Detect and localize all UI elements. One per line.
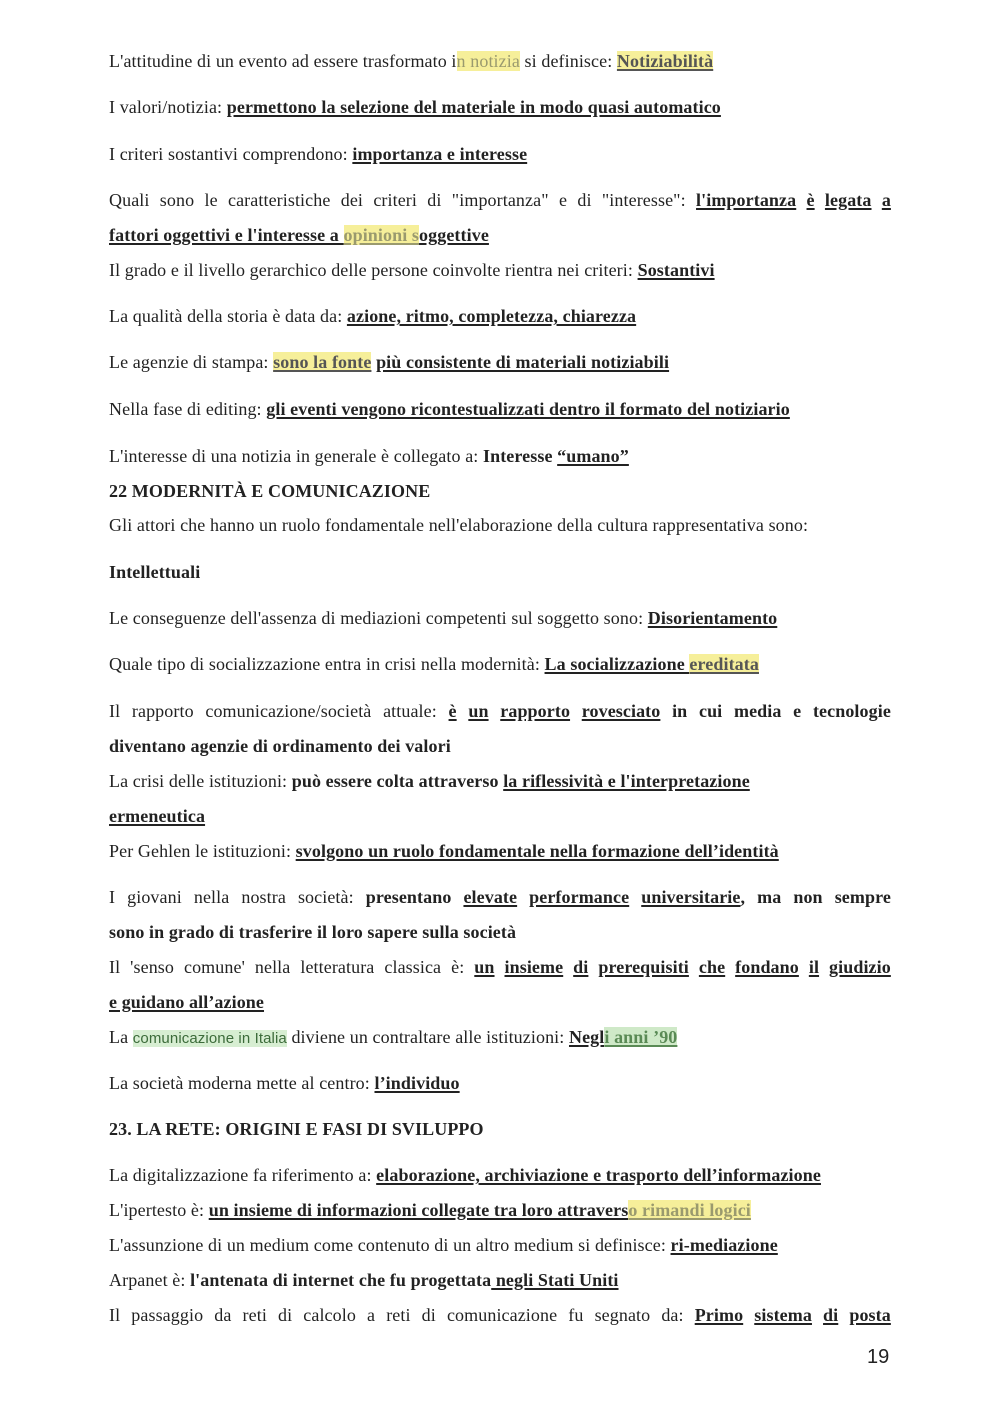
text-run: criteri [373,190,417,210]
text-line [109,143,891,165]
text-run: 22 MODERNITÀ E COMUNICAZIONE [109,481,431,501]
text-run: “umano” [557,446,629,466]
text-run: media [733,701,782,721]
word [595,1304,651,1326]
text-run: ermeneutica [109,806,206,826]
word [366,886,452,908]
word [383,700,437,722]
word [672,700,687,722]
word [447,1304,557,1326]
text-run: di [427,190,442,210]
word [109,886,115,908]
text-run: da: [661,1305,684,1325]
word [386,1304,410,1326]
text-run: Le conseguenze dell'assenza di mediazioni competenti sul soggetto sono: [109,608,648,628]
text-run: posta [849,1305,891,1325]
word [825,189,872,211]
word [241,886,286,908]
text-line [109,735,891,757]
word [205,189,218,211]
word [529,886,629,908]
word [422,1304,436,1326]
text-run: a [881,190,891,210]
word [127,886,182,908]
text-run: di [823,1305,839,1325]
text-run: L'ipertesto è: [109,1200,209,1220]
text-run: più consistente di materiali notiziabili [376,352,670,372]
text-run: che [698,957,726,977]
word [298,886,354,908]
word [303,1304,356,1326]
word [500,700,570,722]
word [835,886,891,908]
word [505,956,564,978]
text-run: fu [568,1305,584,1325]
text-run: "importanza" [451,190,549,210]
text-run: sempre [834,887,891,907]
word [735,956,799,978]
text-run: non [793,887,823,907]
text-run: L'attitudine di un evento ad essere trasformato i [109,51,457,71]
text-run: di [577,190,592,210]
text-line [109,259,891,281]
text-line [109,189,891,211]
word [463,886,517,908]
text-run: Nella fase di editing: [109,399,267,419]
text-run: Il grado e il livello gerarchico delle persone coinvolte rientra nei criteri: [109,260,638,280]
word [793,700,801,722]
text-run: fattori oggettivi e l'interesse a [109,225,344,245]
text-run: rovesciato [581,701,661,721]
text-run: I criteri sostantivi comprendono: [109,144,353,164]
text-run: legata [824,190,872,210]
text-run: letteratura [300,957,375,977]
text-run: n notizia [456,51,520,71]
word [695,1304,743,1326]
text-run: Sostantivi [637,260,715,280]
text-run: è [806,190,815,210]
word [559,189,567,211]
text-run: Quali [109,190,150,210]
text-run: La socializzazione [544,654,690,674]
text-run: in [672,701,688,721]
word [849,1304,891,1326]
word [243,1304,267,1326]
text-run: Il [109,1305,121,1325]
text-run: di [573,957,589,977]
text-run: La digitalizzazione fa riferimento a: [109,1165,377,1185]
text-run: reti [242,1305,267,1325]
text-run: il [808,957,820,977]
text-run: Disorientamento [647,608,778,628]
word [823,1304,838,1326]
text-line [109,480,891,502]
word [468,700,488,722]
word [829,956,891,978]
text-line [109,224,891,246]
text-run: i anni ’90 [604,1027,678,1047]
text-line [109,305,891,327]
text-run: "interesse": [601,190,686,210]
word [367,1304,375,1326]
text-run: dei [340,190,364,210]
text-run: tecnologie [812,701,891,721]
text-run: Arpanet è: [109,1270,191,1290]
text-run: calcolo [303,1305,356,1325]
text-run: è: [451,957,465,977]
word [228,189,330,211]
text-run: nella [254,957,291,977]
text-run: gli eventi vengono ricontestualizzati dentro il formato del notiziario [266,399,790,419]
word [602,189,686,211]
text-run: L'assunzione di un medium come contenuto di un altro medium si definisce: [109,1235,671,1255]
text-line [109,991,891,1013]
text-run: di [278,1305,293,1325]
text-run: importanza e interesse [352,144,528,164]
text-run: si definisce: [519,51,617,71]
text-run: azione, ritmo, completezza, chiarezza [346,306,637,326]
word [452,189,549,211]
text-run: l'antenata di internet che fu progettata [190,1270,492,1290]
text-line [109,956,891,978]
text-run: I valori/notizia: [109,97,227,117]
text-line [109,1072,891,1094]
text-run: I [109,887,116,907]
text-run: Il [109,957,121,977]
text-run: nella [193,887,230,907]
text-line [109,1164,891,1186]
text-run: comune' [183,957,245,977]
text-run: Per Gehlen le istituzioni: [109,841,296,861]
word [300,956,374,978]
text-line [109,1304,891,1326]
word [160,189,194,211]
text-run: Primo [694,1305,744,1325]
text-line [109,1026,891,1050]
text-run: la riflessività e l'interpretazione [503,771,750,791]
word [598,956,689,978]
word [474,956,494,978]
word [793,886,822,908]
text-run: rapporto [131,701,194,721]
text-run: società: [297,887,354,907]
word [582,700,661,722]
word [131,1304,203,1326]
word [573,956,588,978]
text-line [109,561,891,583]
word [813,700,891,722]
text-run: La [109,1027,133,1047]
word [568,1304,583,1326]
word [130,956,174,978]
text-run: , [740,887,746,907]
text-line [109,1118,891,1140]
text-run: da [214,1305,232,1325]
text-run: rapporto [500,701,571,721]
text-line [109,607,891,629]
text-line [109,96,891,118]
text-run: fondano [735,957,799,977]
word [278,1304,292,1326]
word [373,189,417,211]
word [205,700,371,722]
text-run: l'importanza [696,190,797,210]
text-line [109,840,891,862]
text-run: diviene un contraltare alle istituzioni: [286,1027,569,1047]
text-line [109,805,891,827]
word [109,1304,120,1326]
word [194,886,229,908]
text-run: nostra [241,887,286,907]
text-run: 'senso [130,957,175,977]
text-run: L'interesse di una notizia in generale è collegato a: [109,446,483,466]
text-run: La qualità della storia è data da: [109,306,347,326]
text-run: opinioni s [343,225,420,245]
text-run: giudizio [829,957,891,977]
word [699,700,722,722]
word [255,956,290,978]
text-run: oggettive [419,225,489,245]
text-line [109,886,891,908]
text-run: negli Stati Uniti [491,1270,619,1290]
page-number: 19 [867,1346,890,1368]
text-run: un [468,701,489,721]
text-run: universitarie [641,887,741,907]
text-run: permettono la selezione del materiale in modo quasi automatico [226,97,721,117]
text-run: ri-mediazione [670,1235,778,1255]
text-run: segnato [594,1305,651,1325]
text-run: giovani [127,887,182,907]
text-run: elaborazione, archiviazione e trasporto dell’informazione [376,1165,821,1185]
word [757,886,781,908]
text-run: reti [386,1305,411,1325]
text-line [109,514,891,536]
text-run: un insieme di informazioni collegate tra loro attravers [208,1200,629,1220]
text-line [109,921,891,943]
text-run: sono [159,190,195,210]
text-run: La società moderna mette al centro: [109,1073,375,1093]
text-run: attuale: [383,701,437,721]
text-run: Le agenzie di stampa: [109,352,274,372]
text-line [109,653,891,675]
text-run: presentano [365,887,452,907]
text-run: e [558,190,568,210]
text-run: passaggio [131,1305,204,1325]
word [214,1304,231,1326]
text-line [109,351,891,373]
word [807,189,815,211]
text-run: l’individuo [374,1073,460,1093]
text-line [109,1234,891,1256]
word [754,1304,812,1326]
text-run: è [448,701,457,721]
word [109,189,150,211]
word [661,1304,683,1326]
text-run: o rimandi logici [628,1200,751,1220]
text-run: sono in grado di trasferire il loro sapere sulla società [109,922,517,942]
text-run: comunicazione [446,1305,558,1325]
text-run: Negl [568,1027,605,1047]
text-line [109,700,891,722]
word [109,700,120,722]
word [449,700,457,722]
text-run: Il [109,701,121,721]
text-run: Quale tipo di socializzazione entra in crisi nella modernità: [109,654,545,674]
text-line [109,398,891,420]
text-run: performance [529,887,630,907]
text-run: le [204,190,218,210]
text-run: comunicazione/società [205,701,372,721]
text-run: diventano agenzie di ordinamento dei valori [109,736,451,756]
text-run: sistema [754,1305,812,1325]
word [184,956,245,978]
word [132,700,194,722]
text-run: 23. LA RETE: ORIGINI E FASI DI SVILUPPO [109,1119,484,1139]
word [696,189,796,211]
text-run: di [421,1305,436,1325]
word [451,956,464,978]
text-run: Notiziabilità [616,51,714,71]
text-run: Intellettuali [109,562,201,582]
text-line [109,50,891,72]
text-run: può essere colta attraverso [291,771,504,791]
text-run: Interesse [483,446,558,466]
text-line [109,1269,891,1291]
text-run: e guidano all’azione [109,992,265,1012]
text-run: sono la fonte [273,352,372,372]
word [384,956,441,978]
word [341,189,363,211]
text-line [109,770,891,792]
text-run: cui [698,701,723,721]
text-run: classica [384,957,442,977]
text-line [109,1199,891,1221]
text-run: svolgono un ruolo fondamentale nella formazione dell’identità [295,841,779,861]
text-run: La crisi delle istituzioni: [109,771,292,791]
word [734,700,782,722]
text-run: elevate [463,887,518,907]
word [882,189,891,211]
text-run: a [367,1305,376,1325]
word [641,886,745,908]
text-run: un [474,957,495,977]
text-run: ereditata [689,654,759,674]
text-run: prerequisiti [598,957,689,977]
word [699,956,725,978]
word [109,956,120,978]
text-line [109,445,891,467]
text-run: insieme [504,957,564,977]
text-run: e [793,701,802,721]
text-run: Gli attori che hanno un ruolo fondamentale nell'elaborazione della cultura rappresentativa sono: [109,515,809,535]
text-run: comunicazione in Italia [132,1030,287,1047]
text-run: caratteristiche [228,190,331,210]
word [427,189,441,211]
word [809,956,819,978]
text-run: ma [757,887,782,907]
word [577,189,591,211]
